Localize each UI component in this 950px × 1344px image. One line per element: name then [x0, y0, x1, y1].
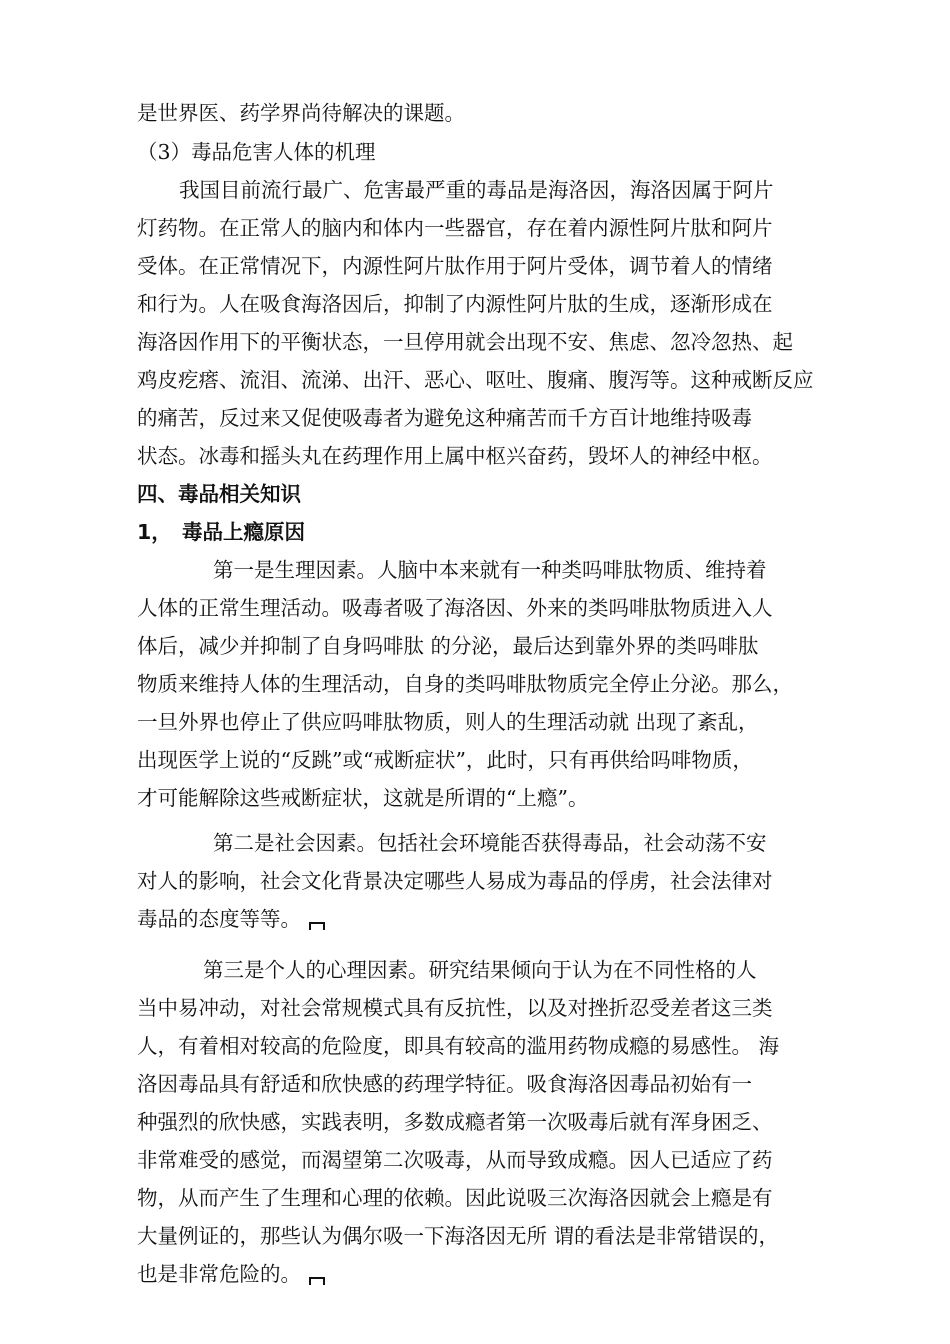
text-line: 第二是社会因素。包括社会环境能否获得毒品，社会动荡不安	[213, 831, 767, 855]
text-line: 物，从而产生了生理和心理的依赖。因此说吸三次海洛因就会上瘾是有	[137, 1186, 773, 1210]
text-line: 灯药物。在正常人的脑内和体内一些器官，存在着内源性阿片肽和阿片	[137, 216, 773, 240]
text-line: 非常难受的感觉，而渴望第二次吸毒，从而导致成瘾。因人已适应了药	[137, 1148, 773, 1172]
text-line: 受体。在正常情况下，内源性阿片肽作用于阿片受体，调节着人的情绪	[137, 254, 773, 278]
text-line-with-mark	[137, 902, 837, 936]
text-line: 第一是生理因素。人脑中本来就有一种类吗啡肽物质、维持着	[213, 558, 767, 582]
text-content: 也是非常危险的。	[137, 1262, 301, 1286]
subsection-heading: （3）毒品危害人体的机理	[137, 140, 376, 164]
text-line: 体后，减少并抑制了自身吗啡肽 的分泌，最后达到靠外界的类吗啡肽	[137, 634, 759, 658]
text-line: 洛因毒品具有舒适和欣快感的药理学特征。吸食海洛因毒品初始有一	[137, 1072, 752, 1096]
text-line: 状态。冰毒和摇头丸在药理作用上属中枢兴奋药，毁坏人的神经中枢。	[137, 444, 773, 468]
text-line: 种强烈的欣快感，实践表明，多数成瘾者第一次吸毒后就有浑身困乏、	[137, 1110, 773, 1134]
text-content: 毒品的态度等等。	[137, 907, 301, 931]
bracket-mark-icon	[309, 1277, 325, 1285]
text-line: 海洛因作用下的平衡状态，一旦停用就会出现不安、焦虑、忽冷忽热、起	[137, 330, 793, 354]
text-line: 的痛苦，反过来又促使吸毒者为避免这种痛苦而千方百计地维持吸毒	[137, 406, 752, 430]
text-line: 第三是个人的心理因素。研究结果倾向于认为在不同性格的人	[203, 958, 757, 982]
text-line: 是世界医、药学界尚待解决的课题。	[137, 101, 465, 125]
text-line: 对人的影响，社会文化背景决定哪些人易成为毒品的俘虏，社会法律对	[137, 869, 773, 893]
section-heading: 四、毒品相关知识	[137, 482, 301, 506]
text-line-with-mark	[137, 1257, 837, 1291]
text-line: 我国目前流行最广、危害最严重的毒品是海洛因，海洛因属于阿片	[179, 178, 774, 202]
text-line: 出现医学上说的“反跳”或“戒断症状”，此时，只有再供给吗啡物质，	[137, 748, 753, 772]
text-line: 大量例证的，那些认为偶尔吸一下海洛因无所 谓的看法是非常错误的，	[137, 1224, 780, 1248]
text-line: 才可能解除这些戒断症状，这就是所谓的“上瘾”。	[137, 786, 589, 810]
text-line: 鸡皮疙瘩、流泪、流涕、出汗、恶心、呕吐、腹痛、腹泻等。这种戒断反应	[137, 368, 814, 392]
text-line: 和行为。人在吸食海洛因后，抑制了内源性阿片肽的生成，逐渐形成在	[137, 292, 773, 316]
section-subheading: 1， 毒品上瘾原因	[137, 520, 306, 544]
text-line: 人，有着相对较高的危险度，即具有较高的滥用药物成瘾的易感性。 海	[137, 1034, 780, 1058]
text-line: 一旦外界也停止了供应吗啡肽物质，则人的生理活动就 出现了紊乱，	[137, 710, 759, 734]
bracket-mark-icon	[309, 922, 325, 930]
text-line: 物质来维持人体的生理活动，自身的类吗啡肽物质完全停止分泌。那么，	[137, 672, 793, 696]
text-line: 当中易冲动，对社会常规模式具有反抗性，以及对挫折忍受差者这三类	[137, 996, 773, 1020]
text-line: 人体的正常生理活动。吸毒者吸了海洛因、外来的类吗啡肽物质进入人	[137, 596, 773, 620]
